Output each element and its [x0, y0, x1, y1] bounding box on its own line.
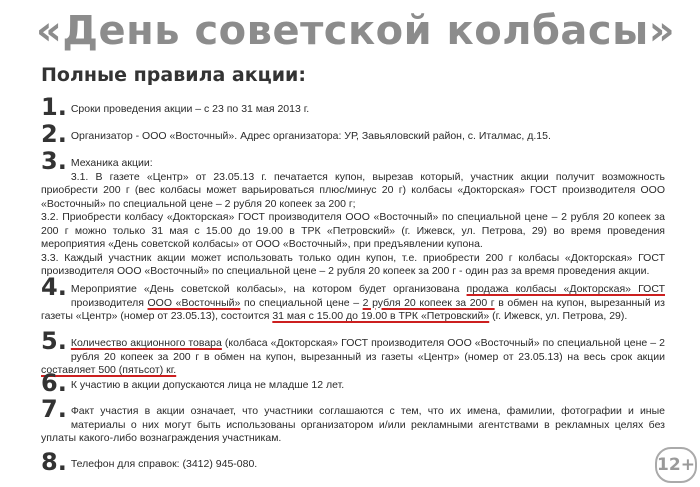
rule-number: 7.	[41, 395, 67, 423]
rule-number: 4.	[41, 273, 67, 301]
rule-number: 6.	[41, 369, 67, 397]
rule-3	[41, 147, 665, 279]
rule-1	[41, 93, 665, 121]
text-segment: (колбаса «Докторская» ГОСТ производителя ООО «Восточный» по специальной цене – 2 рубля 20 копеек за 200 г в обмен на купон, вырезанный из газеты «Центр» (номер от 23.05.13) на весь срок акции	[70, 337, 666, 363]
rule-number: 8.	[41, 448, 67, 476]
rule-text: К участию в акции допускаются лица не младше 12 лет.	[70, 379, 345, 391]
highlight-quantity: Количество акционного товара	[70, 337, 222, 349]
rules-heading: Полные правила акции:	[41, 64, 306, 86]
rule-3-1: 3.1. В газете «Центр» от 23.05.13 г. печатается купон, вырезав который, участник акции получит возможность приобрести 200 г (вес колбасы может варьироваться плюс/минус 20 г) колбасы «Докторская» ГОСТ производителя ООО «Восточный» по специальной цене – 2 рубля 20 копеек за 200 г;	[41, 170, 665, 210]
promo-title: «День советской колбасы»	[36, 8, 676, 54]
highlight-product: продажа колбасы «Докторская» ГОСТ	[466, 283, 665, 295]
rule-text: Телефон для справок: (3412) 945-080.	[70, 458, 258, 470]
age-rating-badge: 12+	[655, 447, 697, 483]
text-segment: производителя	[70, 296, 148, 309]
rule-number: 1.	[41, 93, 67, 121]
rule-number: 2.	[41, 120, 67, 148]
text-segment: по специальной цене –	[240, 296, 363, 309]
rule-8	[41, 448, 641, 476]
rule-3-2: 3.2. Приобрести колбасу «Докторская» ГОСТ производителя ООО «Восточный» по специальной цене – 2 рубля 20 копеек за 200 г можно только 31 мая с 15.00 до 19.00 в ТРК «Петровский» (г. Ижевск, ул. Петрова, 29) во время проведения мероприятия «День советской колбасы» от ООО «Восточный», при предъявлении купона.	[41, 211, 665, 250]
rule-text	[41, 327, 666, 378]
rule-text	[41, 273, 665, 324]
rule-4	[41, 273, 665, 324]
rule-7	[41, 395, 665, 446]
rule-2	[41, 120, 665, 148]
highlight-date-place: 31 мая с 15.00 до 19.00 в ТРК «Петровский»	[272, 310, 490, 322]
rule-3-3: 3.3. Каждый участник акции может использовать только один купон, т.е. приобрести 200 г колбасы «Докторская» ГОСТ производителя ООО «Восточный» по специальной цене – 2 рубля 20 копеек за 200 г - один раз за время проведения акции.	[41, 251, 665, 277]
text-segment: (г. Ижевск, ул. Петрова, 29).	[489, 310, 628, 322]
rule-text: Механика акции:	[70, 157, 153, 169]
rule-5	[41, 327, 666, 378]
rule-number: 5.	[41, 327, 67, 355]
text-segment: в обмен на купон, вырезанный из газеты «Центр» (номер от 23.05.13), состоится	[41, 296, 665, 322]
rule-text: Организатор - ООО «Восточный». Адрес организатора: УР, Завьяловский район, с. Италмас, д.15.	[70, 130, 551, 142]
rule-text: Сроки проведения акции – с 23 по 31 мая 2013 г.	[70, 103, 310, 115]
highlight-producer: ООО «Восточный»	[147, 296, 241, 309]
rule-number: 3.	[41, 147, 67, 175]
rule-text: Факт участия в акции означает, что участники соглашаются с тем, что их имена, фамилии, фотографии и иные материалы о них могут быть использованы организатором и/или рекламными агентствами в рекламных целях без уплаты какого-либо вознаграждения участникам.	[41, 405, 665, 444]
text-segment: Мероприятие «День советской колбасы», на котором будет организована	[70, 283, 467, 295]
highlight-amount: составляет 500 (пятьсот) кг.	[41, 364, 177, 376]
highlight-price: 2 рубля 20 копеек за 200 г	[362, 296, 495, 309]
